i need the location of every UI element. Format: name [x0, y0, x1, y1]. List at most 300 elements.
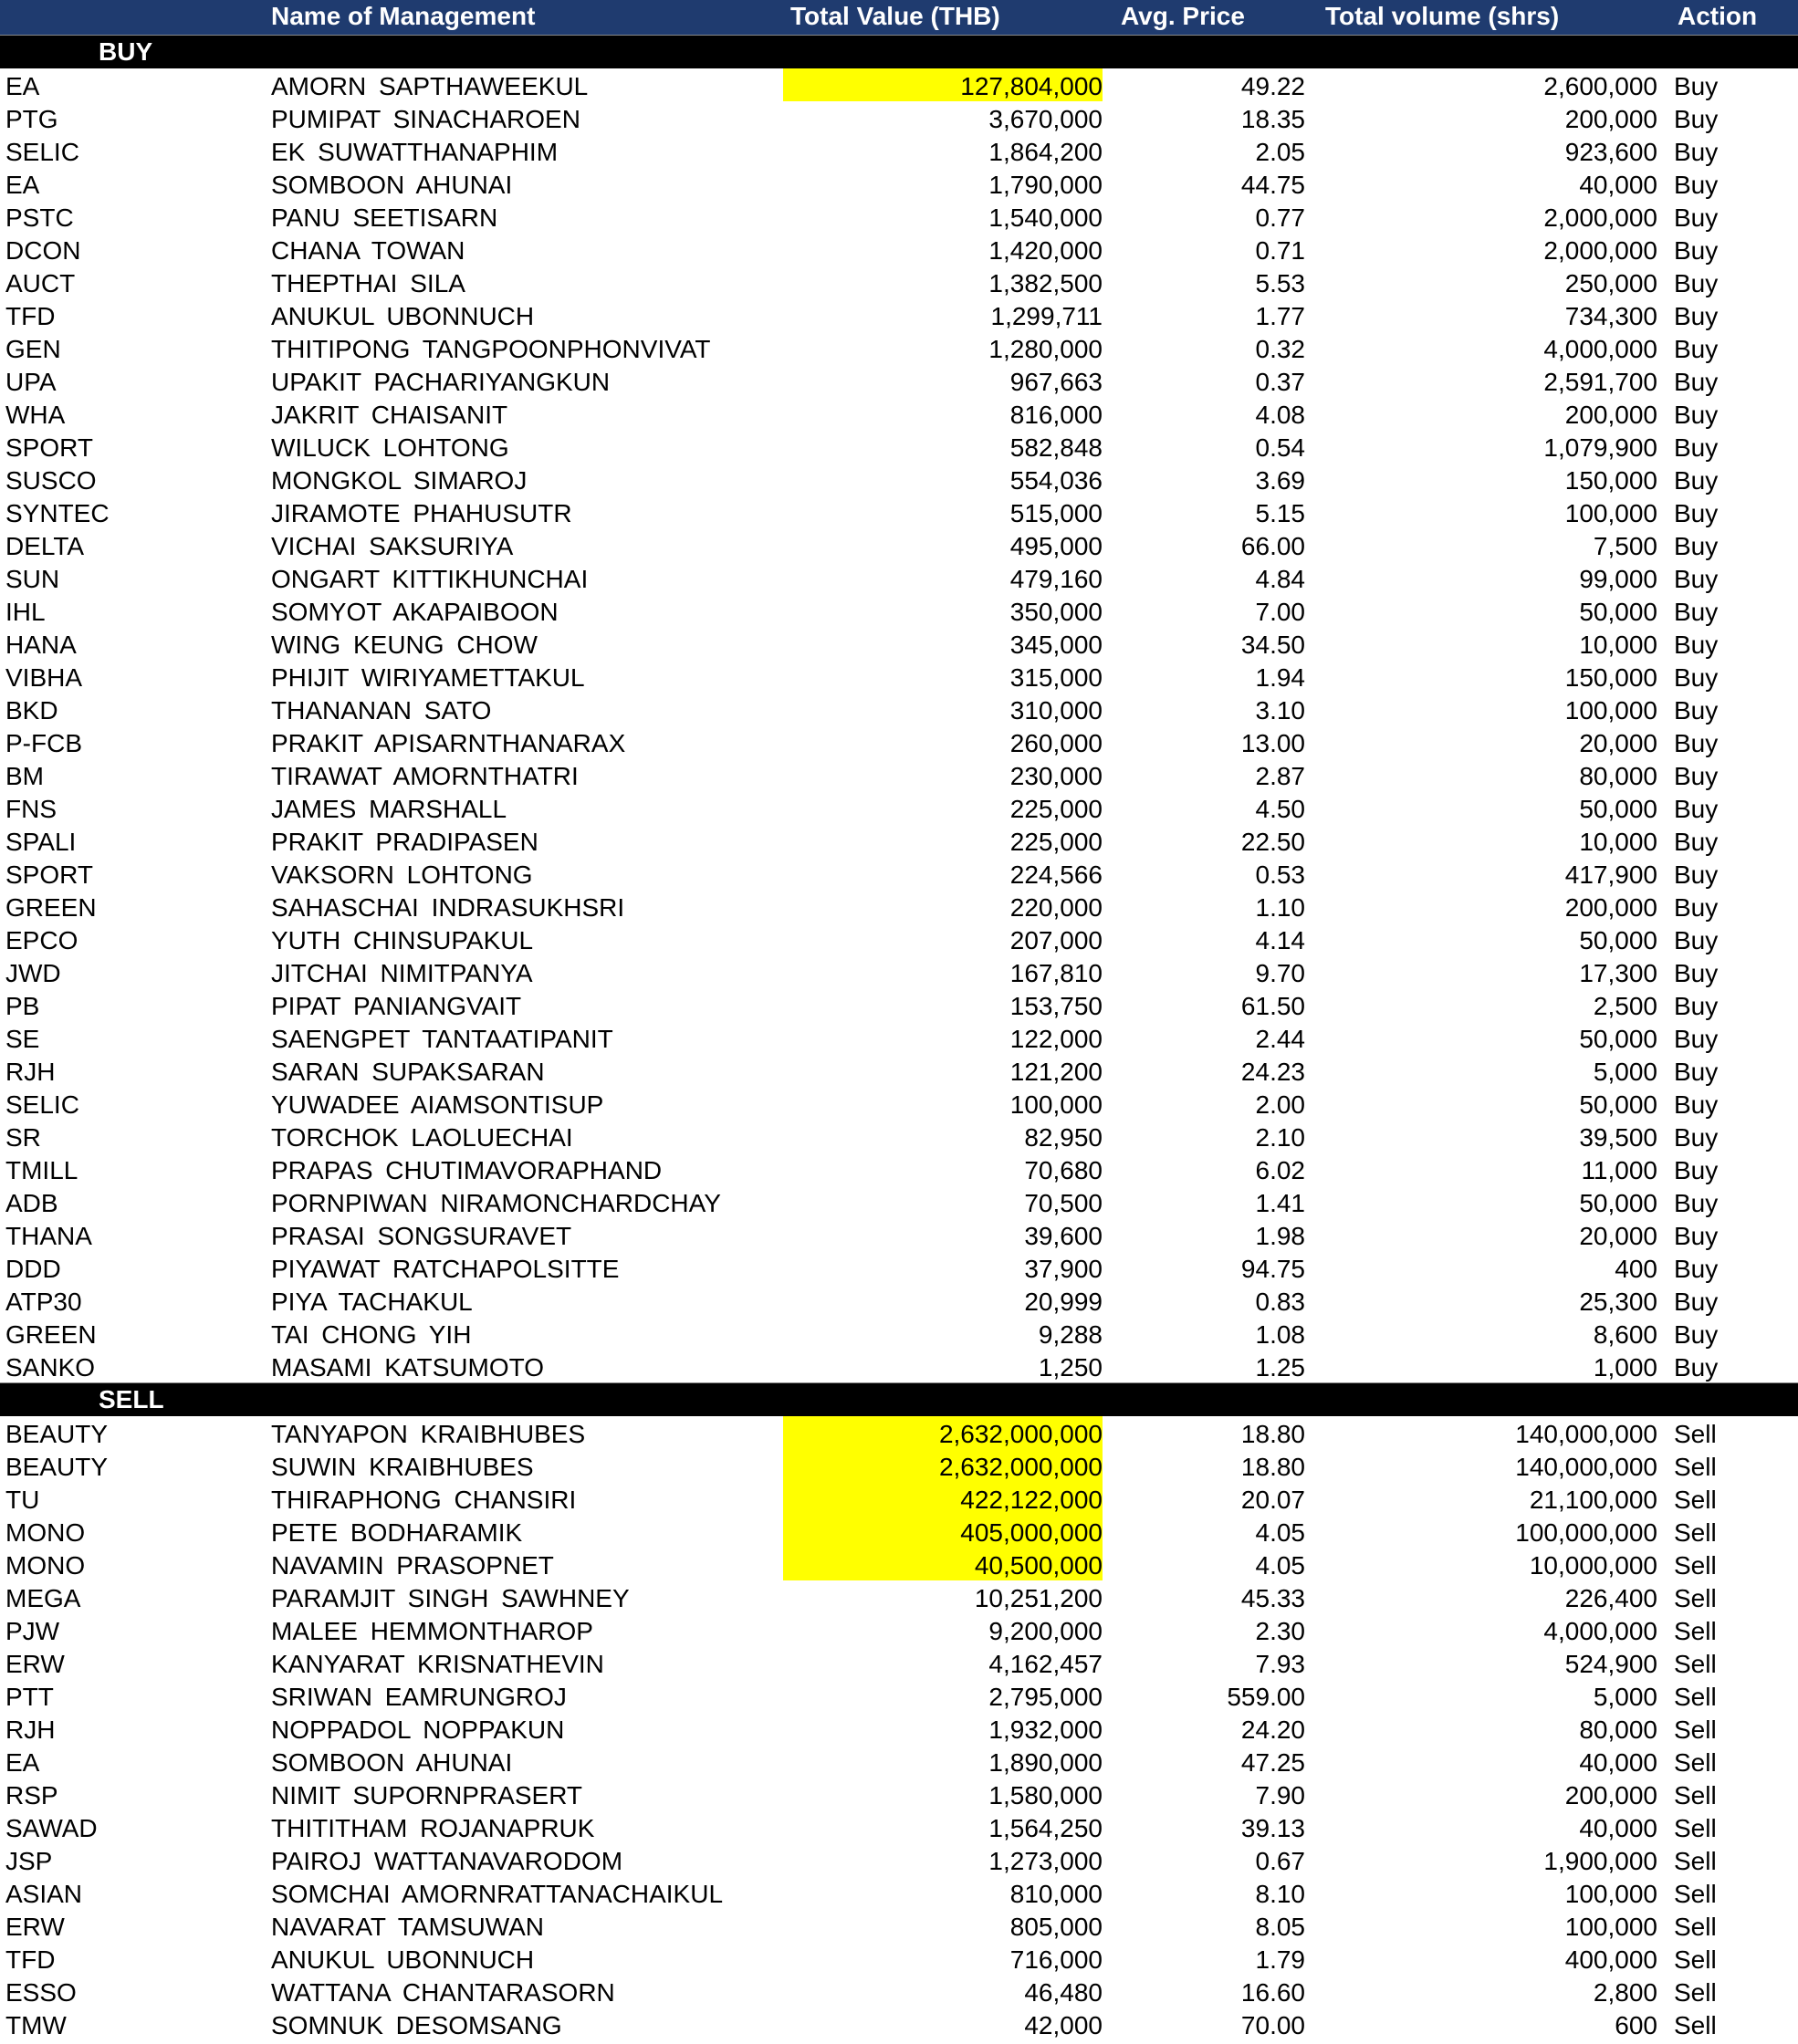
manager-name-cell: CHANA TOWAN — [271, 236, 465, 265]
manager-name-cell: PHIJIT WIRIYAMETTAKUL — [271, 663, 585, 692]
ticker-cell: EA — [5, 171, 40, 199]
action-cell: Sell — [1674, 1814, 1717, 1842]
avg-price-cell: 4.84 — [1255, 565, 1305, 593]
action-cell: Sell — [1674, 1880, 1717, 1908]
total-volume-cell: 2,591,700 — [1543, 368, 1657, 396]
avg-price-cell: 47.25 — [1240, 1748, 1305, 1777]
total-value-cell: 2,632,000,000 — [783, 1416, 1103, 1449]
manager-name-cell: PETE BODHARAMIK — [271, 1518, 523, 1547]
action-cell: Buy — [1674, 105, 1719, 133]
table-row — [0, 495, 1798, 528]
ticker-cell: PB — [5, 992, 40, 1020]
manager-name-cell: JAMES MARSHALL — [271, 795, 507, 823]
manager-name-cell: NOPPADOL NOPPAKUN — [271, 1716, 565, 1744]
manager-name-cell: PRAKIT PRADIPASEN — [271, 828, 538, 856]
table-row — [0, 988, 1798, 1021]
action-cell: Buy — [1674, 696, 1719, 725]
ticker-cell: SPALI — [5, 828, 77, 856]
avg-price-cell: 7.00 — [1255, 598, 1305, 626]
manager-name-cell: SOMBOON AHUNAI — [271, 1748, 513, 1777]
ticker-cell: SUSCO — [5, 466, 97, 495]
table-row — [0, 1679, 1798, 1712]
total-value-cell: 3,670,000 — [988, 105, 1103, 133]
manager-name-cell: KANYARAT KRISNATHEVIN — [271, 1650, 604, 1678]
action-cell: Buy — [1674, 1090, 1719, 1119]
action-cell: Buy — [1674, 433, 1719, 462]
total-value-cell: 1,299,711 — [990, 302, 1103, 330]
manager-name-cell: SUWIN KRAIBHUBES — [271, 1453, 534, 1481]
total-value-cell: 1,564,250 — [988, 1814, 1103, 1842]
table-row — [0, 2008, 1798, 2040]
total-value-cell: 82,950 — [1024, 1123, 1103, 1152]
section-label: SELL — [99, 1385, 164, 1413]
total-volume-cell: 25,300 — [1579, 1288, 1657, 1316]
table-row — [0, 1152, 1798, 1185]
total-value-cell: 515,000 — [1009, 499, 1103, 527]
ticker-cell: TU — [5, 1486, 40, 1514]
total-value-cell: 816,000 — [1009, 401, 1103, 429]
total-value-cell: 310,000 — [1009, 696, 1103, 725]
avg-price-cell: 0.67 — [1255, 1847, 1305, 1875]
avg-price-cell: 3.69 — [1255, 466, 1305, 495]
total-volume-cell: 100,000 — [1564, 1913, 1657, 1941]
manager-name-cell: NIMIT SUPORNPRASERT — [271, 1781, 583, 1809]
total-value-cell: 345,000 — [1009, 631, 1103, 659]
total-value-cell: 225,000 — [1009, 795, 1103, 823]
action-cell: Buy — [1674, 565, 1719, 593]
ticker-cell: DDD — [5, 1255, 61, 1283]
action-cell: Buy — [1674, 236, 1719, 265]
action-cell: Buy — [1674, 828, 1719, 856]
total-volume-cell: 40,000 — [1579, 171, 1657, 199]
table-body — [0, 35, 1798, 2040]
ticker-cell: PSTC — [5, 203, 74, 232]
manager-name-cell: SRIWAN EAMRUNGROJ — [271, 1683, 567, 1711]
ticker-cell: P-FCB — [5, 729, 82, 757]
ticker-cell: TMW — [5, 2011, 67, 2039]
table-row — [0, 1712, 1798, 1745]
total-value-cell: 70,680 — [1024, 1156, 1103, 1184]
total-value-cell: 554,036 — [1009, 466, 1103, 495]
table-row — [0, 1416, 1798, 1449]
manager-name-cell: YUWADEE AIAMSONTISUP — [271, 1090, 604, 1119]
table-row — [0, 1613, 1798, 1646]
action-cell: Buy — [1674, 499, 1719, 527]
manager-name-cell: THIRAPHONG CHANSIRI — [271, 1486, 577, 1514]
manager-name-cell: JIRAMOTE PHAHUSUTR — [271, 499, 572, 527]
action-cell: Buy — [1674, 335, 1719, 363]
avg-price-cell: 9.70 — [1255, 959, 1305, 987]
table-row — [0, 1185, 1798, 1218]
ticker-cell: SAWAD — [5, 1814, 98, 1842]
table-row — [0, 1810, 1798, 1843]
total-volume-cell: 150,000 — [1564, 663, 1657, 692]
avg-price-cell: 18.80 — [1240, 1420, 1305, 1448]
ticker-cell: IHL — [5, 598, 46, 626]
avg-price-cell: 5.15 — [1255, 499, 1305, 527]
avg-price-cell: 3.10 — [1255, 696, 1305, 725]
ticker-cell: TMILL — [5, 1156, 78, 1184]
table-row — [0, 627, 1798, 660]
action-cell: Sell — [1674, 1617, 1717, 1645]
manager-name-cell: PIYA TACHAKUL — [271, 1288, 473, 1316]
manager-name-cell: THITITHAM ROJANAPRUK — [271, 1814, 595, 1842]
total-value-cell: 315,000 — [1009, 663, 1103, 692]
table-row — [0, 364, 1798, 397]
action-cell: Sell — [1674, 1453, 1717, 1481]
manager-name-cell: PORNPIWAN NIRAMONCHARDCHAY — [271, 1189, 721, 1217]
ticker-cell: FNS — [5, 795, 57, 823]
manager-name-cell: EK SUWATTHANAPHIM — [271, 138, 559, 166]
action-cell: Buy — [1674, 631, 1719, 659]
table-row — [0, 660, 1798, 693]
table-row — [0, 1778, 1798, 1810]
section-band-buy — [0, 35, 1798, 68]
ticker-cell: SUN — [5, 565, 60, 593]
action-cell: Sell — [1674, 1913, 1717, 1941]
manager-name-cell: PIPAT PANIANGVAIT — [271, 992, 522, 1020]
total-volume-cell: 140,000,000 — [1515, 1420, 1657, 1448]
avg-price-cell: 2.44 — [1255, 1025, 1305, 1053]
manager-name-cell: PANU SEETISARN — [271, 203, 498, 232]
total-volume-cell: 10,000,000 — [1529, 1551, 1657, 1580]
table-row — [0, 1942, 1798, 1975]
total-volume-cell: 20,000 — [1579, 729, 1657, 757]
action-cell: Sell — [1674, 1486, 1717, 1514]
avg-price-cell: 1.08 — [1255, 1320, 1305, 1349]
table-row — [0, 791, 1798, 824]
ticker-cell: ESSO — [5, 1978, 77, 2007]
manager-name-cell: PUMIPAT SINACHAROEN — [271, 105, 580, 133]
total-volume-cell: 923,600 — [1564, 138, 1657, 166]
total-value-cell: 260,000 — [1009, 729, 1103, 757]
manager-name-cell: PARAMJIT SINGH SAWHNEY — [271, 1584, 630, 1612]
manager-name-cell: WATTANA CHANTARASORN — [271, 1978, 615, 2007]
total-value-cell: 1,580,000 — [988, 1781, 1103, 1809]
manager-name-cell: SOMBOON AHUNAI — [271, 171, 513, 199]
total-value-cell: 1,932,000 — [988, 1716, 1103, 1744]
avg-price-cell: 5.53 — [1255, 269, 1305, 297]
total-value-cell: 122,000 — [1009, 1025, 1103, 1053]
manager-name-cell: WILUCK LOHTONG — [271, 433, 509, 462]
action-cell: Buy — [1674, 203, 1719, 232]
ticker-cell: ADB — [5, 1189, 58, 1217]
ticker-cell: RSP — [5, 1781, 58, 1809]
total-value-cell: 42,000 — [1024, 2011, 1103, 2039]
action-cell: Sell — [1674, 1420, 1717, 1448]
ticker-cell: BEAUTY — [5, 1453, 109, 1481]
table-row — [0, 134, 1798, 167]
table-row — [0, 857, 1798, 890]
avg-price-cell: 559.00 — [1227, 1683, 1305, 1711]
action-cell: Buy — [1674, 1156, 1719, 1184]
ticker-cell: PTT — [5, 1683, 54, 1711]
table-row — [0, 1317, 1798, 1350]
table-row — [0, 890, 1798, 923]
header-name: Name of Management — [271, 2, 536, 30]
manager-name-cell: SOMNUK DESOMSANG — [271, 2011, 562, 2039]
manager-name-cell: TAI CHONG YIH — [271, 1320, 472, 1349]
ticker-cell: SANKO — [5, 1353, 96, 1382]
total-value-cell: 1,273,000 — [988, 1847, 1103, 1875]
total-volume-cell: 50,000 — [1579, 1189, 1657, 1217]
total-value-cell: 127,804,000 — [783, 68, 1103, 101]
total-value-cell: 1,864,200 — [988, 138, 1103, 166]
total-value-cell: 1,250 — [1038, 1353, 1103, 1382]
ticker-cell: TFD — [5, 1945, 56, 1974]
ticker-cell: UPA — [5, 368, 57, 396]
action-cell: Buy — [1674, 795, 1719, 823]
total-volume-cell: 99,000 — [1579, 565, 1657, 593]
action-cell: Buy — [1674, 926, 1719, 954]
ticker-cell: HANA — [5, 631, 77, 659]
manager-name-cell: SOMYOT AKAPAIBOON — [271, 598, 559, 626]
section-band-sell — [0, 1382, 1798, 1416]
total-value-cell: 4,162,457 — [988, 1650, 1103, 1678]
total-volume-cell: 4,000,000 — [1543, 1617, 1657, 1645]
ticker-cell: BKD — [5, 696, 58, 725]
action-cell: Sell — [1674, 1518, 1717, 1547]
table-row — [0, 528, 1798, 561]
header-total-value: Total Value (THB) — [790, 2, 1000, 30]
avg-price-cell: 18.35 — [1240, 105, 1305, 133]
table-row — [0, 1054, 1798, 1087]
table-row — [0, 1284, 1798, 1317]
avg-price-cell: 49.22 — [1240, 72, 1305, 100]
total-volume-cell: 400 — [1615, 1255, 1657, 1283]
manager-name-cell: VICHAI SAKSURIYA — [271, 532, 514, 560]
avg-price-cell: 94.75 — [1240, 1255, 1305, 1283]
total-value-cell: 224,566 — [1009, 860, 1103, 889]
ticker-cell: EA — [5, 1748, 40, 1777]
table-row — [0, 1843, 1798, 1876]
manager-name-cell: SARAN SUPAKSARAN — [271, 1058, 545, 1086]
manager-name-cell: VAKSORN LOHTONG — [271, 860, 533, 889]
avg-price-cell: 0.77 — [1255, 203, 1305, 232]
total-volume-cell: 734,300 — [1564, 302, 1657, 330]
total-volume-cell: 21,100,000 — [1529, 1486, 1657, 1514]
action-cell: Buy — [1674, 1288, 1719, 1316]
action-cell: Sell — [1674, 1584, 1717, 1612]
action-cell: Buy — [1674, 959, 1719, 987]
total-volume-cell: 2,800 — [1593, 1978, 1657, 2007]
avg-price-cell: 18.80 — [1240, 1453, 1305, 1481]
total-volume-cell: 20,000 — [1579, 1222, 1657, 1250]
table-row — [0, 561, 1798, 594]
manager-name-cell: THITIPONG TANGPOONPHONVIVAT — [271, 335, 711, 363]
header-avg-price: Avg. Price — [1121, 2, 1245, 30]
manager-name-cell: ANUKUL UBONNUCH — [271, 302, 535, 330]
total-volume-cell: 50,000 — [1579, 598, 1657, 626]
table-row — [0, 101, 1798, 134]
ticker-cell: PJW — [5, 1617, 60, 1645]
total-value-cell: 805,000 — [1009, 1913, 1103, 1941]
table-row — [0, 68, 1798, 101]
table-row — [0, 1515, 1798, 1548]
manager-name-cell: PAIROJ WATTANAVARODOM — [271, 1847, 623, 1875]
action-cell: Sell — [1674, 1716, 1717, 1744]
manager-name-cell: SAHASCHAI INDRASUKHSRI — [271, 893, 625, 922]
manager-name-cell: JITCHAI NIMITPANYA — [271, 959, 533, 987]
table-row — [0, 725, 1798, 758]
action-cell: Buy — [1674, 1222, 1719, 1250]
table-row — [0, 430, 1798, 463]
action-cell: Buy — [1674, 1353, 1719, 1382]
table-row — [0, 298, 1798, 331]
total-value-cell: 153,750 — [1009, 992, 1103, 1020]
avg-price-cell: 0.83 — [1255, 1288, 1305, 1316]
table-row — [0, 1449, 1798, 1482]
ticker-cell: GEN — [5, 335, 61, 363]
total-value-cell: 70,500 — [1024, 1189, 1103, 1217]
total-value-cell: 716,000 — [1009, 1945, 1103, 1974]
manager-name-cell: TIRAWAT AMORNTHATRI — [271, 762, 579, 790]
manager-name-cell: THEPTHAI SILA — [271, 269, 465, 297]
avg-price-cell: 7.90 — [1255, 1781, 1305, 1809]
total-value-cell: 1,890,000 — [988, 1748, 1103, 1777]
avg-price-cell: 44.75 — [1240, 171, 1305, 199]
ticker-cell: DELTA — [5, 532, 85, 560]
ticker-cell: ATP30 — [5, 1288, 82, 1316]
action-cell: Buy — [1674, 368, 1719, 396]
table-row — [0, 331, 1798, 364]
total-value-cell: 121,200 — [1009, 1058, 1103, 1086]
action-cell: Buy — [1674, 860, 1719, 889]
action-cell: Buy — [1674, 762, 1719, 790]
ticker-cell: SPORT — [5, 860, 93, 889]
action-cell: Buy — [1674, 893, 1719, 922]
avg-price-cell: 70.00 — [1240, 2011, 1305, 2039]
avg-price-cell: 1.79 — [1255, 1945, 1305, 1974]
total-volume-cell: 600 — [1615, 2011, 1657, 2039]
total-value-cell: 40,500,000 — [783, 1548, 1103, 1580]
avg-price-cell: 2.05 — [1255, 138, 1305, 166]
total-value-cell: 37,900 — [1024, 1255, 1103, 1283]
total-volume-cell: 524,900 — [1564, 1650, 1657, 1678]
manager-name-cell: ANUKUL UBONNUCH — [271, 1945, 535, 1974]
table-row — [0, 1251, 1798, 1284]
total-volume-cell: 5,000 — [1593, 1058, 1657, 1086]
manager-name-cell: MASAMI KATSUMOTO — [271, 1353, 544, 1382]
action-cell: Buy — [1674, 1189, 1719, 1217]
table-row — [0, 1745, 1798, 1778]
ticker-cell: EA — [5, 72, 40, 100]
table-row — [0, 1218, 1798, 1251]
total-volume-cell: 417,900 — [1564, 860, 1657, 889]
avg-price-cell: 7.93 — [1255, 1650, 1305, 1678]
manager-name-cell: PRASAI SONGSURAVET — [271, 1222, 572, 1250]
action-cell: Buy — [1674, 1025, 1719, 1053]
total-volume-cell: 8,600 — [1593, 1320, 1657, 1349]
table-row — [0, 758, 1798, 791]
total-volume-cell: 50,000 — [1579, 1025, 1657, 1053]
total-volume-cell: 2,500 — [1593, 992, 1657, 1020]
total-volume-cell: 7,500 — [1593, 532, 1657, 560]
total-volume-cell: 2,600,000 — [1543, 72, 1657, 100]
ticker-cell: PTG — [5, 105, 58, 133]
table-header — [0, 0, 1798, 35]
ticker-cell: ERW — [5, 1650, 65, 1678]
ticker-cell: MONO — [5, 1518, 86, 1547]
avg-price-cell: 8.10 — [1255, 1880, 1305, 1908]
total-volume-cell: 200,000 — [1564, 401, 1657, 429]
manager-name-cell: AMORN SAPTHAWEEKUL — [271, 72, 589, 100]
total-volume-cell: 100,000 — [1564, 696, 1657, 725]
total-value-cell: 9,200,000 — [988, 1617, 1103, 1645]
table-row — [0, 200, 1798, 233]
ticker-cell: MEGA — [5, 1584, 81, 1612]
total-value-cell: 1,540,000 — [988, 203, 1103, 232]
avg-price-cell: 1.41 — [1255, 1189, 1305, 1217]
table-row — [0, 1021, 1798, 1054]
total-value-cell: 2,632,000,000 — [783, 1449, 1103, 1482]
action-cell: Buy — [1674, 171, 1719, 199]
ticker-cell: SELIC — [5, 138, 79, 166]
total-value-cell: 225,000 — [1009, 828, 1103, 856]
action-cell: Sell — [1674, 1781, 1717, 1809]
table-row — [0, 1482, 1798, 1515]
total-value-cell: 422,122,000 — [783, 1482, 1103, 1515]
total-value-cell: 2,795,000 — [988, 1683, 1103, 1711]
action-cell: Sell — [1674, 2011, 1717, 2039]
ticker-cell: GREEN — [5, 1320, 97, 1349]
avg-price-cell: 4.14 — [1255, 926, 1305, 954]
action-cell: Buy — [1674, 729, 1719, 757]
avg-price-cell: 2.00 — [1255, 1090, 1305, 1119]
total-value-cell: 350,000 — [1009, 598, 1103, 626]
ticker-cell: GREEN — [5, 893, 97, 922]
manager-name-cell: PRAPAS CHUTIMAVORAPHAND — [271, 1156, 663, 1184]
avg-price-cell: 0.71 — [1255, 236, 1305, 265]
ticker-cell: SR — [5, 1123, 41, 1152]
ticker-cell: MONO — [5, 1551, 86, 1580]
action-cell: Buy — [1674, 401, 1719, 429]
avg-price-cell: 8.05 — [1255, 1913, 1305, 1941]
action-cell: Sell — [1674, 1551, 1717, 1580]
total-value-cell: 20,999 — [1024, 1288, 1103, 1316]
action-cell: Buy — [1674, 138, 1719, 166]
total-volume-cell: 1,000 — [1593, 1353, 1657, 1382]
total-value-cell: 220,000 — [1009, 893, 1103, 922]
total-volume-cell: 100,000 — [1564, 499, 1657, 527]
ticker-cell: ERW — [5, 1913, 65, 1941]
total-volume-cell: 2,000,000 — [1543, 236, 1657, 265]
total-value-cell: 46,480 — [1024, 1978, 1103, 2007]
total-value-cell: 207,000 — [1009, 926, 1103, 954]
avg-price-cell: 34.50 — [1240, 631, 1305, 659]
manager-name-cell: MALEE HEMMONTHAROP — [271, 1617, 593, 1645]
action-cell: Buy — [1674, 302, 1719, 330]
ticker-cell: TFD — [5, 302, 56, 330]
total-value-cell: 582,848 — [1009, 433, 1103, 462]
action-cell: Sell — [1674, 1683, 1717, 1711]
ticker-cell: SYNTEC — [5, 499, 110, 527]
total-value-cell: 495,000 — [1009, 532, 1103, 560]
avg-price-cell: 61.50 — [1240, 992, 1305, 1020]
avg-price-cell: 0.32 — [1255, 335, 1305, 363]
table-row — [0, 693, 1798, 725]
manager-name-cell: THANANAN SATO — [271, 696, 492, 725]
ticker-cell: JWD — [5, 959, 61, 987]
table-row — [0, 923, 1798, 955]
manager-name-cell: SOMCHAI AMORNRATTANACHAIKUL — [271, 1880, 724, 1908]
total-volume-cell: 10,000 — [1579, 828, 1657, 856]
total-value-cell: 1,790,000 — [988, 171, 1103, 199]
avg-price-cell: 1.25 — [1255, 1353, 1305, 1382]
avg-price-cell: 22.50 — [1240, 828, 1305, 856]
avg-price-cell: 2.30 — [1255, 1617, 1305, 1645]
action-cell: Buy — [1674, 532, 1719, 560]
